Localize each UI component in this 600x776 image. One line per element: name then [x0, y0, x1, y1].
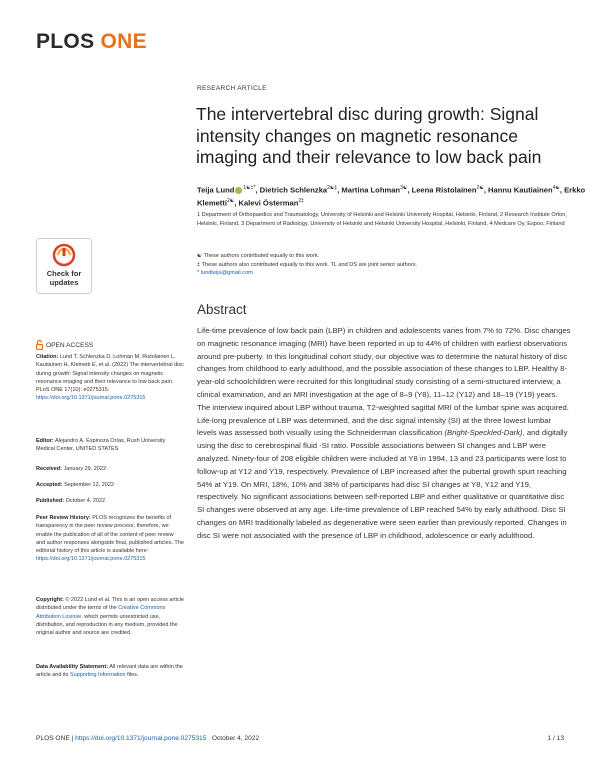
author-sup: 2‡ — [298, 197, 304, 204]
abstract-text-end: , and digitally using the disc to cerebrospinal fluid -SI ratio. Possible associations between SI changes and LBP were analyzed. Ninety-four of 208 eligible children were included at Y8 in 1994, 13 and 23 participants were lost to follow-up at Y12 and Y19, respectively. Prevalence of LBP increased after the pubertal growth spurt reaching 54% at Y19. On MRI, 18%, 10% and 38% of participants had disc SI changes at Y8, Y12 and Y19, respectively. No significant associations between self-reported LBP and either qualitative or quantitative disc SI changes were observed at any age. Life-time prevalence of LBP reached 54% by early adulthood. Disc SI changes on MRI traditionally labeled as degenerative were seen earlier than previously reported. Changes in disc SI were not associated with the presence of LBP in childhood, adolescence or early adulthood. — [197, 428, 568, 540]
peer-review-label: Peer Review History: — [36, 515, 91, 521]
editor-block — [36, 437, 184, 454]
author-name[interactable]: Teija Lund — [197, 185, 235, 195]
data-availability-label: Data Availability Statement: — [36, 664, 109, 670]
author-name[interactable]: , Leena Ristolainen — [407, 185, 477, 195]
citation-text: Lund T, Schlenzka D, Lohman M, Ristolainen L, Kautiainen H, Klemetti E, et al. (2022) The intervertebral disc during growth: Signal intensity changes on magnetic resonance imaging and their relevance to low back pain. PLoS ONE 17(10): e0275315. — [36, 354, 184, 394]
peer-review-block — [36, 514, 184, 564]
author-sup: 2☯ — [476, 185, 484, 191]
page-footer — [36, 735, 564, 742]
copyright-block — [36, 596, 184, 637]
editor-label: Editor: — [36, 438, 54, 444]
joint-senior-note: ‡ These authors also contributed equally to this work. TL and DS are joint senior authors. — [197, 261, 418, 268]
footer-journal: PLOS ONE — [36, 735, 70, 742]
copyright-text: © 2022 Lund et al. This is an open access article distributed under the terms of the — [36, 597, 184, 612]
author-name[interactable]: , Dietrich Schlenzka — [255, 185, 328, 195]
article-type: RESEARCH ARTICLE — [197, 85, 267, 92]
received-block — [36, 465, 184, 473]
orcid-icon[interactable] — [235, 187, 242, 194]
citation-label: Citation: — [36, 354, 59, 360]
abstract-body — [197, 325, 572, 543]
received-label: Received: — [36, 466, 62, 472]
data-availability-text: All relevant data are within the article and its — [36, 664, 183, 679]
received-date: January 29, 2022 — [62, 466, 107, 472]
author-sup: 3☯ — [400, 185, 408, 191]
accepted-block — [36, 481, 184, 489]
supporting-info-link[interactable]: Supporting Information — [69, 672, 126, 679]
peer-review-text: PLOS recognizes the benefits of transparency in the peer review process; therefore, we enable the publication of all of the content of peer review and author responses alongside final, published articles. The editorial history of this article is available here: — [36, 515, 184, 555]
check-for-updates-badge[interactable] — [36, 238, 92, 294]
published-label: Published: — [36, 498, 65, 504]
abstract-italic: (Bright-Speckled-Dark) — [444, 428, 523, 438]
logo-plos: PLOS — [36, 30, 95, 53]
author-name[interactable]: , Martina Lohman — [337, 185, 401, 195]
copyright-label: Copyright: — [36, 597, 64, 603]
cc-license-link[interactable]: Creative Commons Attribution License — [36, 605, 166, 620]
logo-one: ONE — [100, 30, 147, 53]
author-notes — [197, 252, 582, 278]
citation-block — [36, 353, 184, 403]
author-name[interactable]: , Hannu Kautiainen — [483, 185, 553, 195]
abstract-heading: Abstract — [197, 302, 247, 317]
corresponding-email[interactable]: * lundteija@gmail.com — [197, 270, 253, 276]
data-availability-block — [36, 663, 184, 680]
check-label-1: Check for — [46, 269, 82, 278]
author-sup: 4☯ — [552, 185, 560, 191]
editor-text: Alejandro A. Espinoza Orías, Rush University Medical Center, UNITED STATES — [36, 438, 166, 453]
footer-separator: | — [69, 735, 76, 742]
copyright-text-end: , which permits unrestricted use, distribution, and reproduction in any medium, provided the original author and source are credited. — [36, 613, 178, 637]
article-title: The intervertebral disc during growth: Signal intensity changes on magnetic resonance imaging and their relevance to low back pain — [196, 104, 542, 167]
author-name[interactable]: , Erkko Klemetti — [197, 185, 586, 208]
footer-date: October 4, 2022 — [211, 735, 260, 742]
author-list — [197, 183, 587, 208]
equal-contribution-note: ☯ These authors contributed equally to this work. — [197, 253, 320, 259]
author-name[interactable]: , Kalevi Österman — [234, 198, 299, 208]
abstract-text: Life-time prevalence of low back pain (LBP) in children and adolescents varies from 7% to 72%. Disc changes on magnetic resonance imaging (MRI) have been reported in up to 44% of children with earliest observations around pre-puberty. In this longitudinal cohort study, our objective was to determine the natural history of disc changes from childhood to early adulthood, and the possible association of these changes to LBP. Healthy 8-year-old schoolchildren were recruited for this longitudinal study consisting of a semi-structured interview, a clinical examination, and an MRI investigation at the age of 8–9 (Y8), 11–12 (Y12) and 18–19 (Y19) years. The interview inquired about LBP without trauma. T2-weighted sagittal MRI of the lumbar spine was acquired. Life-long prevalence of LBP was determined, and the disc signal intensity (SI) at the three lowest lumbar levels was assessed both visually using the Schneiderman classification — [197, 326, 571, 438]
open-lock-icon — [36, 340, 43, 350]
open-access-text: OPEN ACCESS — [46, 341, 94, 349]
footer-doi-link[interactable]: https://doi.org/10.1371/journal.pone.0275315 — [75, 735, 207, 742]
citation-doi-link[interactable]: https://doi.org/10.1371/journal.pone.0275315 — [36, 395, 146, 402]
data-availability-end: files. — [125, 672, 139, 679]
author-sup: 1☯‡* — [243, 185, 256, 191]
peer-review-link[interactable]: https://doi.org/10.1371/journal.pone.0275315 — [36, 556, 146, 563]
author-sup: 2☯‡ — [327, 185, 338, 191]
check-for-updates-icon — [36, 238, 92, 294]
accepted-label: Accepted: — [36, 482, 63, 488]
open-access-label[interactable] — [36, 340, 93, 350]
accepted-date: September 12, 2022 — [62, 482, 114, 488]
plos-one-logo[interactable] — [36, 30, 147, 54]
check-label-2: updates — [49, 278, 79, 287]
affiliations: 1 Department of Orthopaedics and Traumatology, University of Helsinki and Helsinki University Hospital, Helsinki, Finland, 2 Research Institute Orton, Helsinki, Finland, 3 Department of Radiology, University of Helsinki and Helsinki University Hospital, Helsinki, Finland, 4 Medcare Oy, Espoo, Finland — [197, 212, 567, 228]
published-block — [36, 497, 184, 505]
page-number: 1 / 13 — [547, 735, 564, 742]
published-date: October 4, 2022 — [64, 498, 106, 504]
author-sup: 2☯ — [226, 197, 235, 204]
